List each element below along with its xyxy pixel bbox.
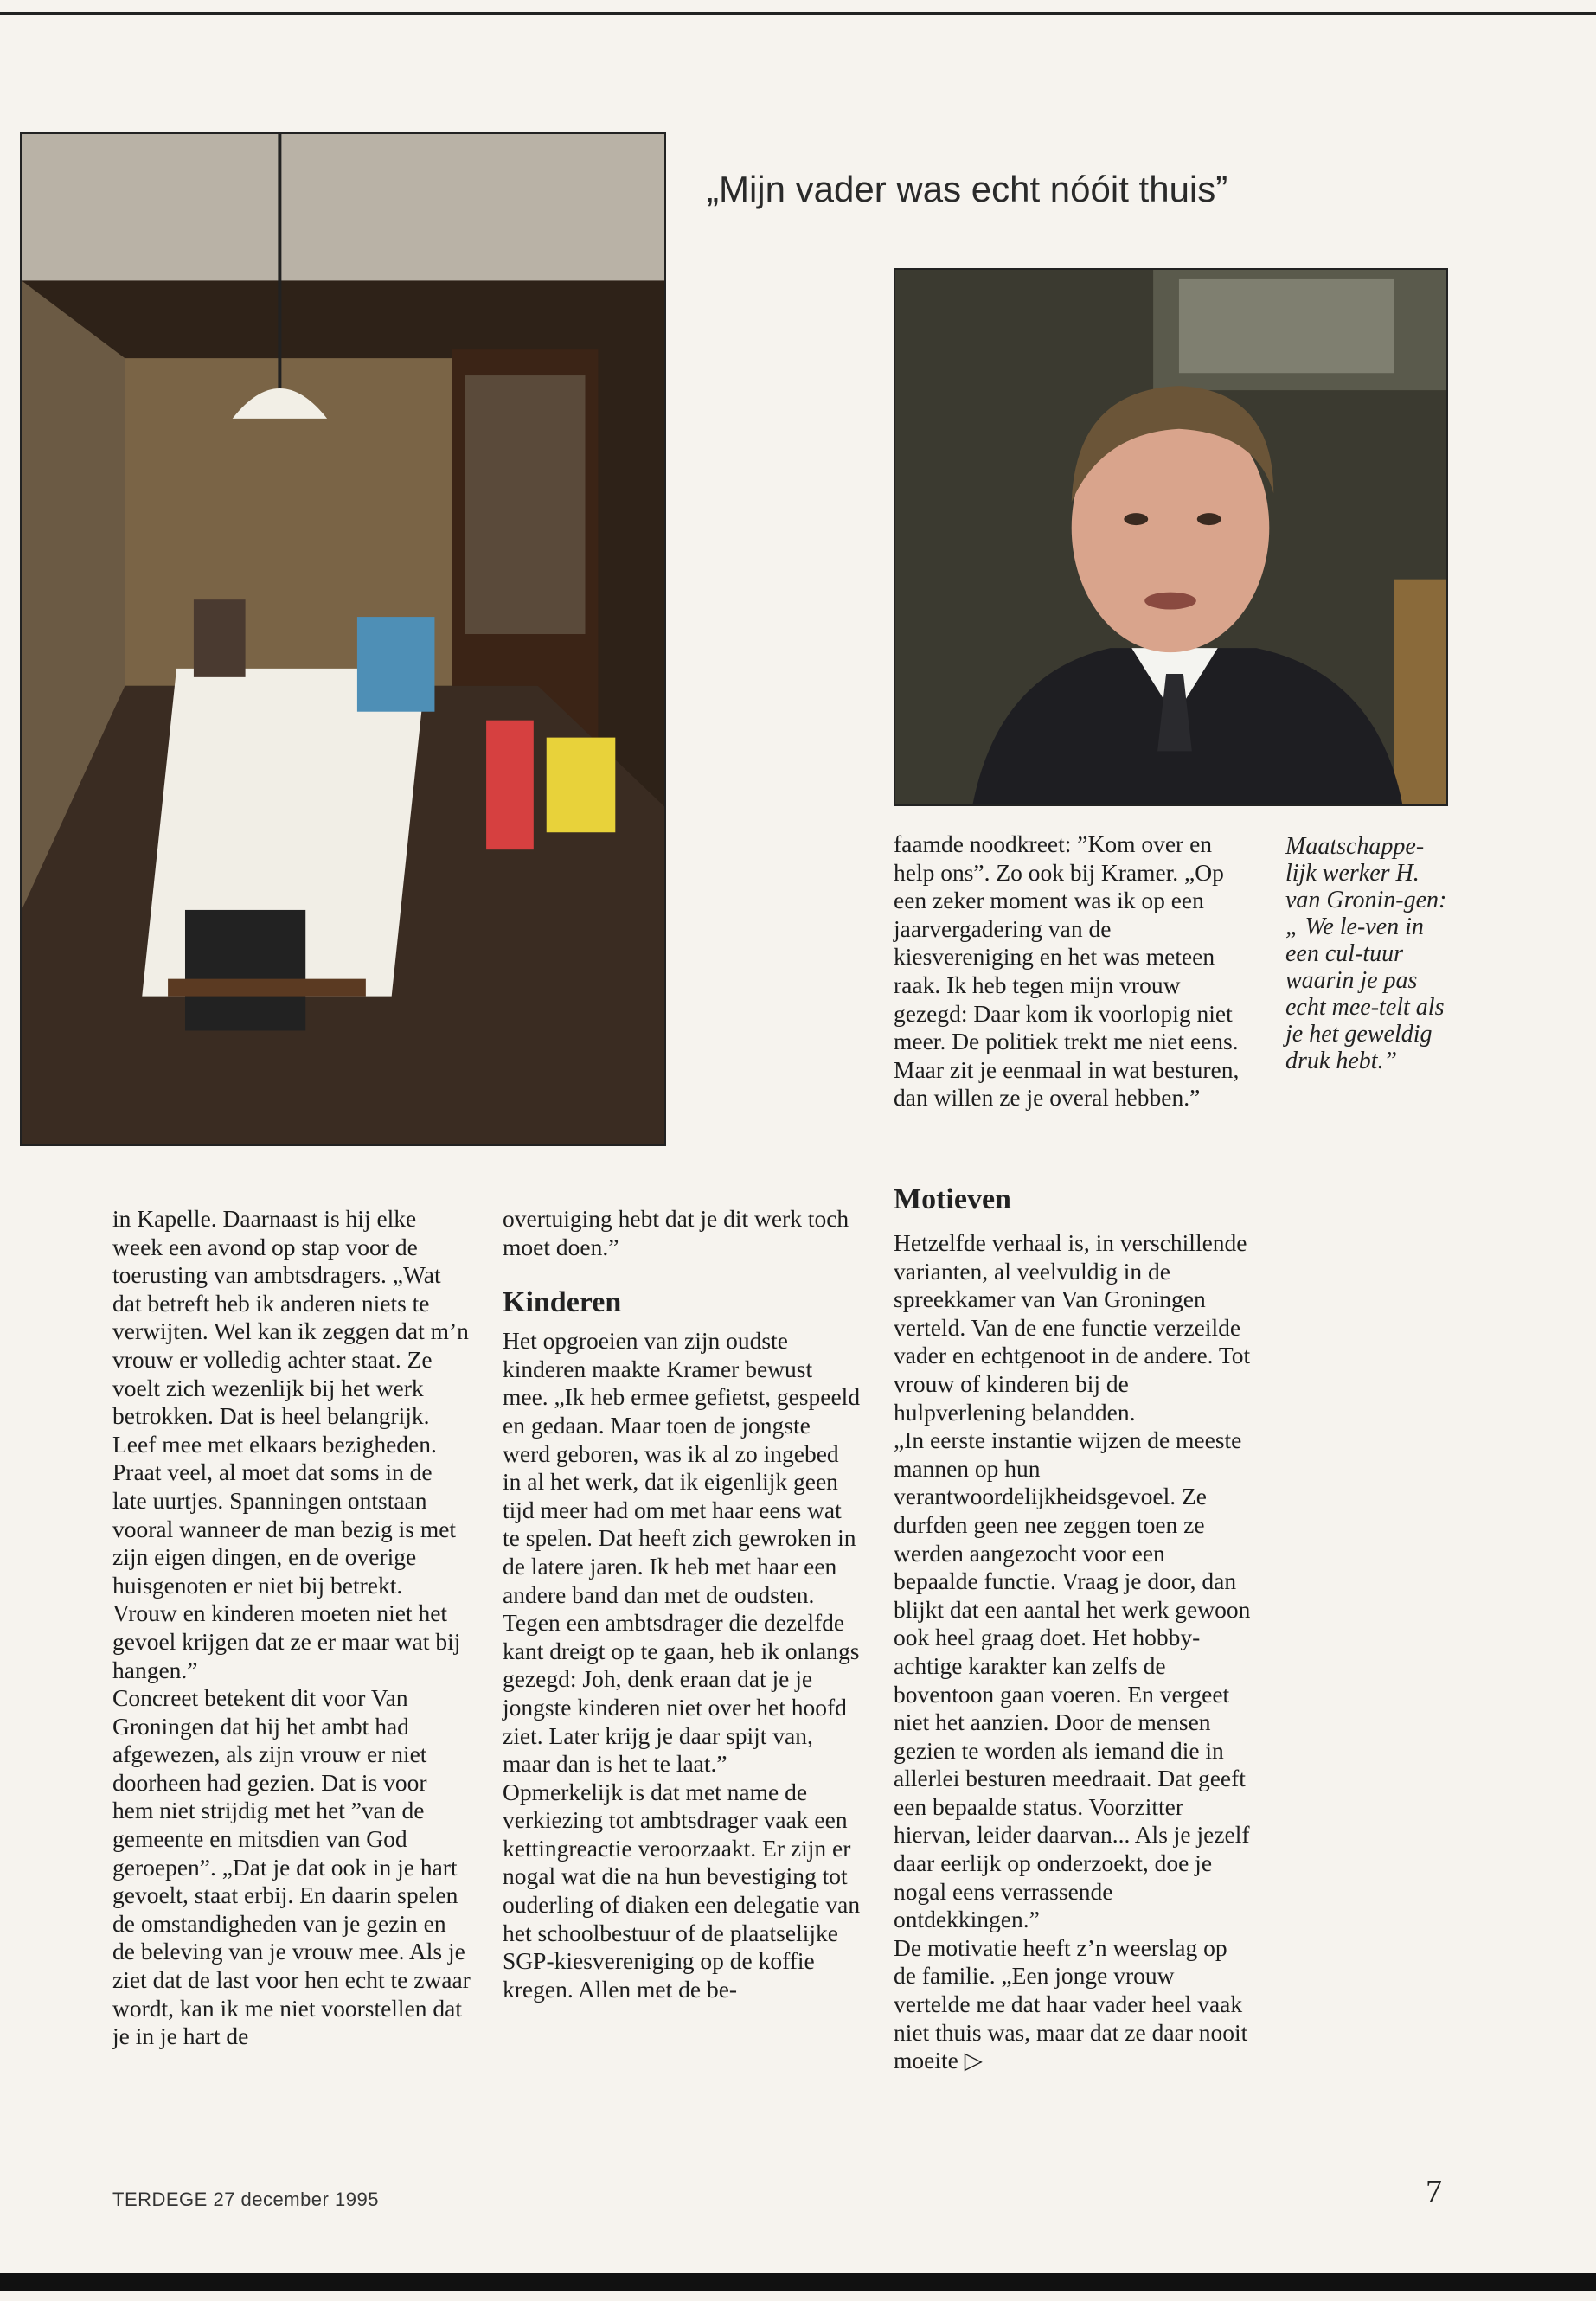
- paragraph: overtuiging hebt dat je dit werk toch moet doen.”: [503, 1205, 849, 1260]
- section-heading-motieven: Motieven: [894, 1183, 1011, 1215]
- paragraph: Hetzelfde verhaal is, in verschillende varianten, al veelvuldig in de spreekkamer van Van Groningen verteld. Van de ene functie verzeilde vader en echtgenoot in de andere. Tot vrouw of kinderen bij de hulpverlening belandden.: [894, 1229, 1251, 1426]
- page-number: 7: [1426, 2174, 1442, 2210]
- photo-caption: Maatschappe-lijk werker H. van Gronin-gen: „ We le-ven in een cul-tuur waarin je pas echt mee-telt als je het geweldig druk hebt.”: [1285, 833, 1447, 1074]
- paragraph: Het opgroeien van zijn oudste kinderen maakte Kramer bewust mee. „Ik heb ermee gefietst, gespeeld en gedaan. Maar toen de jongste werd geboren, was ik al zo ingebed in al het werk, dat ik eigenlijk geen tijd meer had om met haar eens wat te spelen. Dat heeft zich gewroken in de latere jaren. Ik heb met haar een andere band dan met de oudsten. Tegen een ambtsdrager die dezelfde kant dreigt op te gaan, heb ik onlangs gezegd: Joh, denk eraan dat je je jongste kinderen niet over het hoofd ziet. Later krijg je daar spijt van, maar dan is het te laat.”: [503, 1327, 861, 1778]
- paragraph: „In eerste instantie wijzen de meeste mannen op hun verantwoordelijkheidsgevoel. Ze durfden geen nee zeggen toen ze werden aangezocht voor een bepaalde functie. Vraag je door, dan blijkt dat een aantal het werk gewoon ook heel graag doet. Het hobby-achtige karakter kan zelfs de boventoon gaan voeren. En vergeet niet het aanzien. Door de mensen gezien te worden als iemand die in allerlei besturen meedraait. Dat geeft een bepaalde status. Voorzitter hiervan, leider daarvan... Als je jezelf daar eerlijk op onderzoekt, doe je nogal eens verrassende ontdekkingen.”: [894, 1426, 1251, 1933]
- column-2: [503, 1205, 862, 2003]
- headline: „Mijn vader was echt nóóit thuis”: [707, 169, 1228, 209]
- column-3-upper: [894, 830, 1253, 1112]
- column-3: [894, 1181, 1253, 2075]
- top-rule: [0, 12, 1596, 15]
- section-heading-kinderen: Kinderen: [503, 1286, 622, 1319]
- paragraph: Opmerkelijk is dat met name de verkiezing tot ambtsdrager vaak een kettingreactie veroorzaakt. Er zijn er nogal wat die na hun bevestiging tot ouderling of diaken een delegatie van het schoolbestuur of de plaatselijke SGP-kiesvereniging op de koffie kregen. Allen met de be-: [503, 1778, 861, 2003]
- paragraph: in Kapelle. Daarnaast is hij elke week een avond op stap voor de toerusting van ambtsdragers. „Wat dat betreft heb ik anderen niets te verwijten. Wel kan ik zeggen dat m’n vrouw er volledig achter staat. Ze voelt zich wezenlijk bij het werk betrokken. Dat is heel belangrijk. Leef mee met elkaars bezigheden. Praat veel, al moet dat soms in de late uurtjes. Spanningen ontstaan vooral wanneer de man bezig is met zijn eigen dingen, en de overige huisgenoten er niet bij betrekt. Vrouw en kinderen moeten niet het gevoel krijgen dat ze er maar wat bij hangen.”: [112, 1205, 469, 1683]
- paragraph: Concreet betekent dit voor Van Groningen dat hij het ambt had afgewezen, als zijn vrouw er niet doorheen had gezien. Dat is voor hem niet strijdig met het ”van de gemeente en mitsdien van God geroepen”. „Dat je dat ook in je hart gevoelt, staat erbij. En daarin spelen de omstandigheden van je gezin en de beleving van je vrouw mee. Als je ziet dat de last voor hen echt te zwaar wordt, kan ik me niet voorstellen dat je in je hart de: [112, 1684, 471, 2050]
- paragraph: De motivatie heeft z’n weerslag op de familie. „Een jonge vrouw vertelde me dat haar vader heel vaak niet thuis was, maar dat ze daar nooit moeite ▷: [894, 1933, 1248, 2074]
- column-1: [112, 1205, 471, 2051]
- publication-footer: TERDEGE 27 december 1995: [112, 2189, 379, 2210]
- portrait-photo: [894, 268, 1448, 806]
- paragraph: faamde noodkreet: ”Kom over en help ons”. Zo ook bij Kramer. „Op een zeker moment was ik op een jaarvergadering van de kiesvereniging en het was meteen raak. Ik heb tegen mijn vrouw gezegd: Daar kom ik voorlopig niet meer. De politiek trekt me niet eens. Maar zit je eenmaal in wat besturen, dan willen ze je overal hebben.”: [894, 830, 1240, 1112]
- family-dinner-photo: [20, 132, 666, 1146]
- bottom-rule: [0, 2273, 1596, 2291]
